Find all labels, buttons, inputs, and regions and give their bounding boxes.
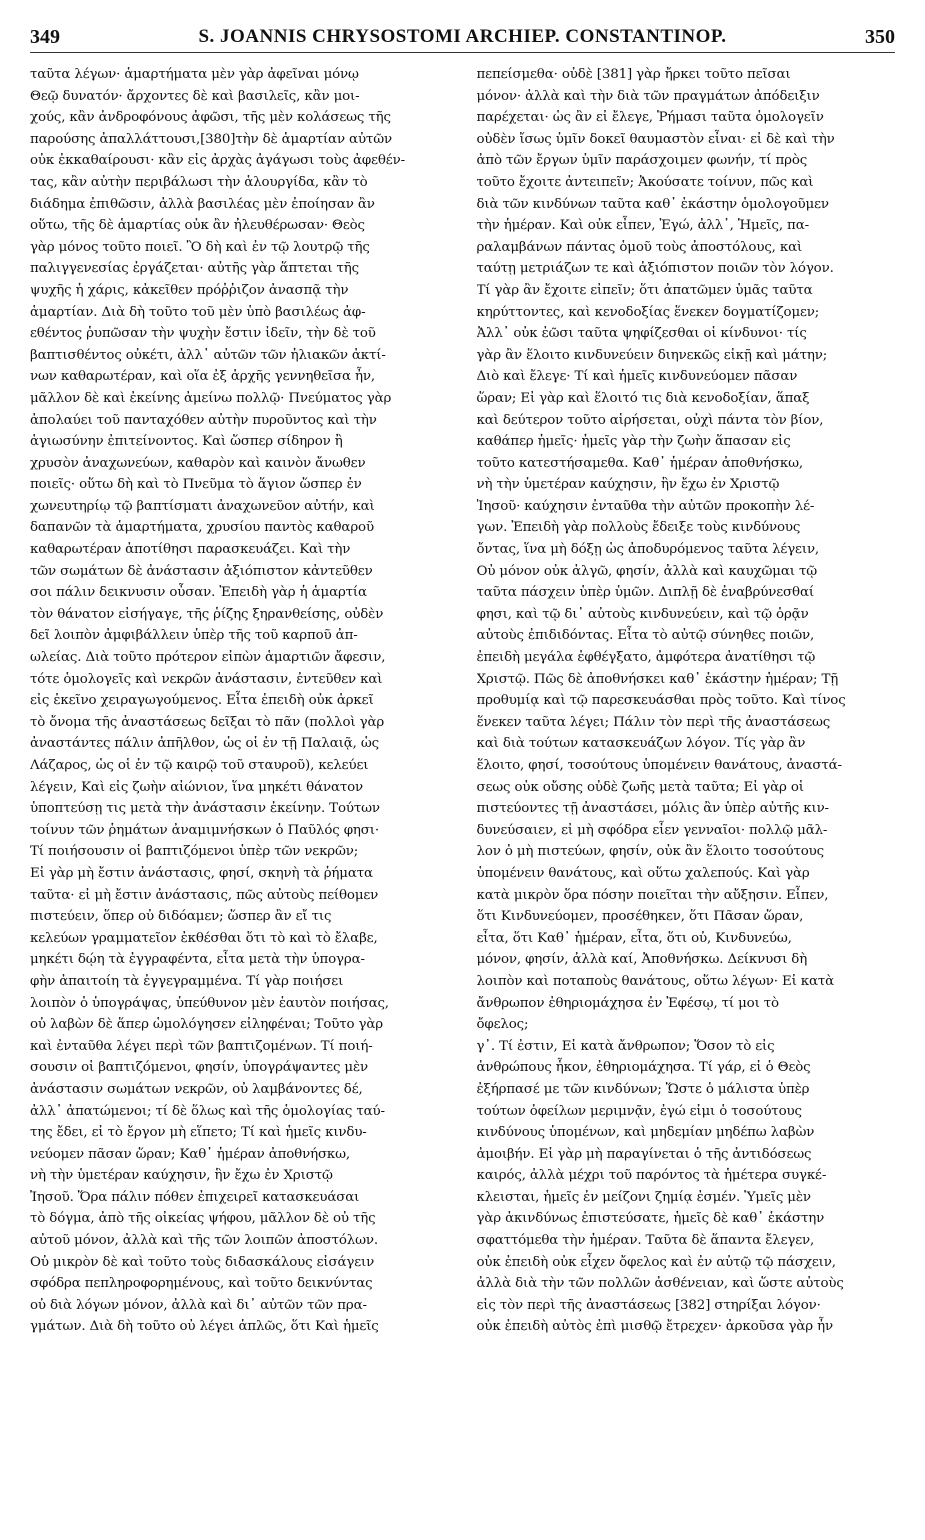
text-line: ἕνεκεν ταῦτα λέγει; Πάλιν τὸν περὶ τῆς ἀναστάσεως [476, 714, 831, 730]
text-line: Τί ποιήσουσιν οἱ βαπτιζόμενοι ὑπὲρ τῶν νεκρῶν; [30, 844, 359, 860]
text-line: Ἰησοῦ. Ὅρα πάλιν πόθεν ἐπιχειρεῖ κατασκευάσαι [30, 1189, 360, 1205]
text-line: εἰς ἐκεῖνο χειραγωγούμενος. Εἶτα ἐπειδὴ οὐκ ἀρκεῖ [30, 693, 374, 709]
text-line: διάδημα ἐπιθῶσιν, ἀλλὰ βασιλέας μὲν ἐποίησαν ἂν [30, 196, 375, 212]
text-line: πεπείσμεθα· οὐδὲ [381] γὰρ ἤρκει τοῦτο πεῖσαι [476, 67, 791, 82]
text-line: τὸν θάνατον εἰσήγαγε, τῆς ῥίζης ξηρανθείσης, οὐδὲν [30, 606, 384, 622]
text-line: καιρός, ἀλλὰ μέχρι τοῦ παρόντος τὰ ἡμέτερα συγκέ- [476, 1168, 827, 1184]
page-number-right: 350 [865, 25, 895, 48]
text-line: ἀλλ᾽ ἀπατώμενοι; τί δὲ ὅλως καὶ τῆς ὁμολογίας ταύ- [30, 1103, 385, 1119]
text-line: γ᾽. Τί ἐστιν, Εἰ κατὰ ἄνθρωπον; Ὅσον τὸ εἰς [476, 1038, 775, 1054]
text-line: κλεισται, ἡμεῖς ἐν μείζονι ζημίᾳ ἐσμέν. Ὑμεῖς μὲν [476, 1189, 811, 1205]
text-line: κηρύττοντες, καὶ κενοδοξίας ἕνεκεν δογματίζομεν; [476, 304, 820, 320]
text-line: γων. Ἐπειδὴ γὰρ πολλοὺς ἔδειξε τοὺς κινδύνους [476, 520, 801, 536]
text-line: τας, κἂν αὐτὴν περιβάλωσι τὴν ἁλουργίδα, κἂν τὸ [30, 174, 368, 190]
text-line: χρυσὸν ἀναχωνεύων, καθαρὸν καὶ καινὸν ἄνωθεν [30, 455, 366, 471]
text-line: Τί γὰρ ἂν ἔχοιτε εἰπεῖν; ὅτι ἀπατῶμεν ὑμᾶς ταῦτα [476, 282, 813, 298]
text-line: τοίνυν τῶν ῥημάτων ἀναμιμνήσκων ὁ Παῦλός φησι· [30, 822, 379, 838]
text-line: ταῦτα λέγων· ἁμαρτήματα μὲν γὰρ ἀφεῖναι μόνῳ [30, 67, 359, 82]
text-line: γὰρ μόνος τοῦτο ποιεῖ. Ὃ δὴ καὶ ἐν τῷ λουτρῷ τῆς [30, 239, 370, 255]
text-line: ραλαμβάνων πάντας ὁμοῦ τοὺς ἀποστόλους, καὶ [476, 239, 803, 255]
text-line: σφόδρα πεπληροφορημένους, καὶ τοῦτο δεικνύντας [30, 1276, 373, 1292]
text-line: παλιγγενεσίας ἐργάζεται· αὐτῆς γὰρ ἅπτεται τῆς [30, 261, 360, 277]
text-line: ὑποπτεύσῃ τις μετὰ τὴν ἀνάστασιν ἐκείνην. Τούτων [30, 801, 380, 817]
text-line: οὐκ ἐπειδὴ οὐκ εἶχεν ὄφελος καὶ ἐν αὐτῷ τῷ πάσχειν, [476, 1254, 836, 1270]
text-line: κελεύων γραμματεῖον ἐκθέσθαι ὅτι τὸ καὶ τὸ ἔλαβε, [30, 930, 378, 946]
text-line: τοῦτο ἔχοιτε ἀντειπεῖν; Ἀκούσατε τοίνυν, πῶς καὶ [476, 174, 814, 190]
text-line: φησι, καὶ τῷ δι᾽ αὐτοὺς κινδυνεύειν, καὶ τῷ ὁρᾷν [476, 606, 809, 622]
text-line: οὐκ ἐκκαθαίρουσι· κἂν εἰς ἀρχὰς ἀγάγωσι τοὺς ἀφεθέν- [30, 153, 405, 169]
text-line: καὶ διὰ τούτων κατασκευάζων λόγον. Τίς γὰρ ἂν [476, 736, 806, 752]
text-line: λοιπὸν ὁ ὑπογράψας, ὑπεύθυνον μὲν ἑαυτὸν ποιήσας, [30, 995, 389, 1011]
text-line: αὐτοὺς ἐπιδιδόντας. Εἶτα τὸ αὐτῷ σύνηθες ποιῶν, [476, 628, 815, 644]
text-line: αὐτοῦ μόνον, ἀλλὰ καὶ τῆς τῶν λοιπῶν ἀποστόλων. [30, 1233, 378, 1249]
page-number-left: 349 [30, 25, 60, 48]
text-line: ὅτι Κινδυνεύομεν, προσέθηκεν, ὅτι Πᾶσαν ὥραν, [476, 909, 804, 925]
text-line: τὸ δόγμα, ἀπὸ τῆς οἰκείας ψήφου, μᾶλλον δὲ οὐ τῆς [30, 1211, 376, 1227]
text-line: Λάζαρος, ὡς οἱ ἐν τῷ καιρῷ τοῦ σταυροῦ), κελεύει [30, 758, 369, 773]
text-line: ψυχῆς ἡ χάρις, κἀκεῖθεν πρόῤῥιζον ἀνασπᾷ τὴν [30, 282, 349, 298]
text-line: νεύομεν πᾶσαν ὥραν; Καθ᾽ ἡμέραν ἀποθνήσκω, [30, 1146, 351, 1162]
text-line: οὕτω, τῆς δὲ ἁμαρτίας οὐκ ἂν ἠλευθέρωσαν· Θεὸς [30, 218, 365, 234]
text-line: νὴ τὴν ὑμετέραν καύχησιν, ἣν ἔχω ἐν Χριστῷ [476, 477, 780, 493]
text-line: σεως οὐκ οὔσης οὐδὲ ζωῆς μετὰ ταῦτα; Εἰ γὰρ οἱ [476, 779, 804, 795]
text-line: προθυμίᾳ καὶ τῷ παρεσκευάσθαι πρὸς τοῦτο. Καὶ τίνος [476, 693, 846, 709]
text-line: ἐπειδὴ μεγάλα ἐφθέγξατο, ἀμφότερα ἀνατίθησι τῷ [476, 650, 816, 666]
text-line: της ἔδει, εἰ τὸ ἔργον μὴ εἵπετο; Τί καὶ ἡμεῖς κινδυ- [30, 1125, 367, 1141]
text-line: σφαττόμεθα τὴν ἡμέραν. Ταῦτα δὲ ἅπαντα ἔλεγεν, [476, 1233, 815, 1249]
text-line: ἁγιωσύνην ἐπιτείνοντος. Καὶ ὥσπερ σίδηρον ἢ [30, 434, 343, 450]
text-line: μᾶλλον δὲ καὶ ἐκείνης ἀμείνω πολλῷ· Πνεύματος γὰρ [30, 390, 392, 406]
text-line: τούτων ὀφείλων μεριμνᾷν, ἐγώ εἰμι ὁ τοσούτους [476, 1103, 802, 1119]
text-columns [30, 64, 901, 1522]
text-line: τῶν σωμάτων δὲ ἀνάστασιν ἀξιόπιστον κἀντεῦθεν [30, 563, 373, 579]
text-line: λέγειν, Καὶ εἰς ζωὴν αἰώνιον, ἵνα μηκέτι θάνατον [30, 779, 364, 795]
text-line: τότε ὁμολογεῖς καὶ νεκρῶν ἀνάστασιν, ἐντεῦθεν καὶ [30, 671, 383, 687]
text-line: καθάπερ ἡμεῖς· ἡμεῖς γὰρ τὴν ζωὴν ἅπασαν εἰς [476, 434, 791, 450]
left-column [30, 64, 455, 1522]
text-line: γὰρ ἂν ἕλοιτο κινδυνεύειν διηνεκῶς εἰκῇ καὶ μάτην; [476, 347, 828, 363]
text-line: ἐξήρπασέ με τῶν κινδύνων; Ὥστε ὁ μάλιστα ὑπὲρ [476, 1081, 810, 1097]
text-line: Εἰ γὰρ μὴ ἔστιν ἀνάστασις, φησί, σκηνὴ τὰ ῥήματα [30, 865, 373, 881]
text-line: κινδύνους ὑπομένων, καὶ μηδεμίαν μηδέπω λαβὼν [476, 1125, 815, 1141]
text-line: Διὸ καὶ ἔλεγε· Τί καὶ ἡμεῖς κινδυνεύομεν πᾶσαν [476, 369, 798, 385]
text-line: ἕλοιτο, φησί, τοσούτους ὑπομένειν θανάτους, ἀναστά- [476, 758, 842, 773]
text-line: ἀπολαύει τοῦ πανταχόθεν αὐτὴν πυροῦντος καὶ τὴν [30, 412, 377, 428]
text-line: τὸ ὄνομα τῆς ἀναστάσεως δεῖξαι τὸ πᾶν (πολλοὶ γὰρ [30, 714, 385, 730]
text-line: γὰρ ἀκινδύνως ἐπιστεύσατε, ἡμεῖς δὲ καθ᾽ ἑκάστην [476, 1211, 825, 1227]
text-line: καὶ δεύτερον τοῦτο αἱρήσεται, οὐχὶ πάντα τὸν βίον, [476, 412, 824, 428]
text-line: ἀνθρώπους ἧκον, ἐθηριομάχησα. Τί γάρ, εἰ ὁ Θεὸς [476, 1060, 811, 1076]
text-line: Ἰησοῦ· καύχησιν ἐνταῦθα τὴν αὐτῶν προκοπὴν λέ- [476, 498, 815, 514]
running-header [30, 22, 895, 53]
text-line: χούς, κἂν ἀνδροφόνους ἀφῶσι, τῆς μὲν κολάσεως τῆς [30, 110, 391, 126]
text-line: οὐ διὰ λόγων μόνον, ἀλλὰ καὶ δι᾽ αὐτῶν τῶν πρα- [30, 1297, 367, 1313]
text-line: σουσιν οἱ βαπτιζόμενοι, φησίν, ὑπογράψαντες μὲν [30, 1060, 368, 1076]
text-line: ἀπὸ τῶν ἔργων ὑμῖν παράσχοιμεν φωνήν, τί πρὸς [476, 153, 808, 169]
text-line: μόνον· ἀλλὰ καὶ τὴν διὰ τῶν πραγμάτων ἀπόδειξιν [476, 88, 820, 104]
text-line: οὐ λαβὼν δὲ ἅπερ ὡμολόγησεν εἰληφέναι; Τοῦτο γὰρ [30, 1017, 383, 1033]
text-line: μόνον, φησίν, ἀλλὰ καί, Ἀποθνήσκω. Δείκνυσι δὴ [476, 952, 808, 968]
text-line: εθέντος ῥυπῶσαν τὴν ψυχὴν ἔστιν ἰδεῖν, τὴν δὲ τοῦ [30, 326, 376, 342]
text-line: βαπτισθέντος οὐκέτι, ἀλλ᾽ αὐτῶν τῶν ἡλιακῶν ἀκτί- [30, 347, 386, 363]
text-line: ωλείας. Διὰ τοῦτο πρότερον εἰπὼν ἁμαρτιῶν ἄφεσιν, [30, 650, 386, 666]
text-line: ὄντας, ἵνα μὴ δόξῃ ὡς ἀποδυρόμενος ταῦτα λέγειν, [476, 542, 820, 558]
text-line: τοῦτο κατεστήσαμεθα. Καθ᾽ ἡμέραν ἀποθνήσκω, [476, 455, 804, 471]
text-line: πιστεύειν, ὅπερ οὐ διδόαμεν; ὥσπερ ἂν εἴ τις [30, 909, 332, 925]
text-line: χωνευτηρίῳ τῷ βαπτίσματι ἀναχωνεῦον αὐτήν, καὶ [30, 498, 375, 514]
text-line: δαπανῶν τὰ ἁμαρτήματα, χρυσίου παντὸς καθαροῦ [30, 520, 374, 536]
text-line: οὐδὲν ἴσως ὑμῖν δοκεῖ θαυμαστὸν εἶναι· εἰ δὲ καὶ τὴν [476, 131, 835, 147]
text-line: γμάτων. Διὰ δὴ τοῦτο οὐ λέγει ἁπλῶς, ὅτι Καὶ ἡμεῖς [30, 1319, 379, 1335]
text-line: ἁμαρτίαν. Διὰ δὴ τοῦτο τοῦ μὲν ὑπὸ βασιλέως ἀφ- [30, 304, 366, 320]
text-line: παρέχεται· ὡς ἂν εἰ ἔλεγε, Ῥήμασι ταῦτα ὁμολογεῖν [476, 110, 824, 126]
text-line: εἰς τὸν περὶ τῆς ἀναστάσεως [382] στηρίξαι λόγον· [476, 1297, 821, 1313]
text-line: λοιπὸν καὶ ποταποὺς θανάτους, οὕτω λέγων· Εἰ κατὰ [476, 973, 835, 989]
text-line: νὴ τὴν ὑμετέραν καύχησιν, ἣν ἔχω ἐν Χριστῷ [30, 1168, 333, 1184]
text-line: ὄφελος; [476, 1017, 529, 1033]
text-line: παρούσης ἀπαλλάττουσι,[380]τὴν δὲ ἁμαρτίαν αὐτῶν [30, 131, 392, 147]
text-line: δεῖ λοιπὸν ἀμφιβάλλειν ὑπὲρ τῆς τοῦ καρποῦ ἀπ- [30, 628, 358, 644]
text-line: μηκέτι δῴη τὰ ἐγγραφέντα, εἶτα μετὰ τὴν ὑπογρα- [30, 952, 365, 968]
text-line: καθαρωτέραν ἀποτίθησι παρασκευάζει. Καὶ τὴν [30, 542, 351, 558]
text-line: ἀναστάντες πάλιν ἀπῆλθον, ὡς οἱ ἐν τῇ Παλαιᾷ, ὡς [30, 736, 379, 752]
running-title: S. JOANNIS CHRYSOSTOMI ARCHIEP. CONSTANTINOP. [198, 26, 727, 47]
text-line: ἀνάστασιν σωμάτων νεκρῶν, οὐ λαμβάνοντες δέ, [30, 1081, 363, 1097]
text-line: ὥραν; Εἰ γὰρ καὶ ἕλοιτό τις διὰ κενοδοξίαν, ἅπαξ [476, 390, 810, 406]
text-line: οὐκ ἐπειδὴ αὐτὸς ἐπὶ μισθῷ ἔτρεχεν· ἀρκοῦσα γὰρ ἦν [476, 1319, 833, 1335]
text-line: πιστεύοντες τῇ ἀναστάσει, μόλις ἂν ὑπὲρ αὐτῆς κιν- [476, 801, 829, 817]
text-line: ταῦτα· εἰ μὴ ἔστιν ἀνάστασις, πῶς αὐτοὺς πείθομεν [30, 887, 379, 903]
right-column [477, 64, 902, 1522]
text-line: ταῦτα πάσχειν ὑπὲρ ὑμῶν. Διπλῇ δὲ ἐναβρύνεσθαί [476, 585, 814, 601]
text-line: δυνεύσαιεν, εἰ μὴ σφόδρα εἶεν γενναῖοι· πολλῷ μᾶλ- [476, 822, 828, 838]
text-line: ἄνθρωπον ἐθηριομάχησα ἐν Ἐφέσῳ, τί μοι τὸ [476, 995, 779, 1011]
text-line: φὴν ἀπαιτοίη τὰ ἐγγεγραμμένα. Τί γὰρ ποιήσει [30, 973, 344, 989]
text-line: διὰ τῶν κινδύνων ταῦτα καθ᾽ ἑκάστην ὁμολογοῦμεν [476, 196, 829, 212]
text-line: ποιεῖς· οὕτω δὴ καὶ τὸ Πνεῦμα τὸ ἅγιον ὥσπερ ἐν [30, 477, 362, 493]
text-line: ἀμοιβήν. Εἰ γὰρ μὴ παραγίνεται ὁ τῆς ἀντιδόσεως [476, 1146, 812, 1162]
text-line: ἀλλὰ διὰ τὴν τῶν πολλῶν ἀσθένειαν, καὶ ὥστε αὐτοὺς [476, 1276, 844, 1292]
text-line: λον ὁ μὴ πιστεύων, φησίν, οὐκ ἂν ἕλοιτο τοσούτους [476, 844, 824, 860]
text-line: ταύτῃ μετριάζων τε καὶ ἀξιόπιστον ποιῶν τὸν λόγον. [476, 261, 834, 277]
text-line: κατὰ μικρὸν ὅρα πόσην ποιεῖται τὴν αὔξησιν. Εἶπεν, [476, 887, 829, 903]
text-line: νων καθαρωτέραν, καὶ οἵα ἐξ ἀρχῆς γεννηθεῖσα ἦν, [30, 369, 375, 385]
text-line: εἶτα, ὅτι Καθ᾽ ἡμέραν, εἶτα, ὅτι οὐ, Κινδυνεύω, [476, 930, 792, 946]
text-line: Οὐ μικρὸν δὲ καὶ τοῦτο τοὺς διδασκάλους εἰσάγειν [30, 1254, 375, 1270]
text-line: Οὐ μόνον οὐκ ἀλγῶ, φησίν, ἀλλὰ καὶ καυχῶμαι τῷ [476, 563, 817, 579]
text-line: σοι πάλιν δεικνυσιν οὖσαν. Ἐπειδὴ γὰρ ἡ ἁμαρτία [30, 585, 367, 601]
text-line: Ἀλλ᾽ οὐκ ἐῶσι ταῦτα ψηφίζεσθαι οἱ κίνδυνοι· τίς [476, 326, 807, 342]
text-line: Χριστῷ. Πῶς δὲ ἀποθνήσκει καθ᾽ ἑκάστην ἡμέραν; Τῇ [476, 671, 839, 687]
text-line: ὑπομένειν θανάτους, καὶ οὕτω χαλεπούς. Καὶ γὰρ [476, 865, 810, 881]
text-line: τὴν ἡμέραν. Καὶ οὐκ εἶπεν, Ἐγώ, ἀλλ᾽, Ἡμεῖς, πα- [476, 218, 809, 234]
text-line: Θεῷ δυνατόν· ἄρχοντες δὲ καὶ βασιλεῖς, κἂν μοι- [30, 88, 360, 104]
text-line: καὶ ἐνταῦθα λέγει περὶ τῶν βαπτιζομένων. Τί ποιή- [30, 1038, 373, 1054]
